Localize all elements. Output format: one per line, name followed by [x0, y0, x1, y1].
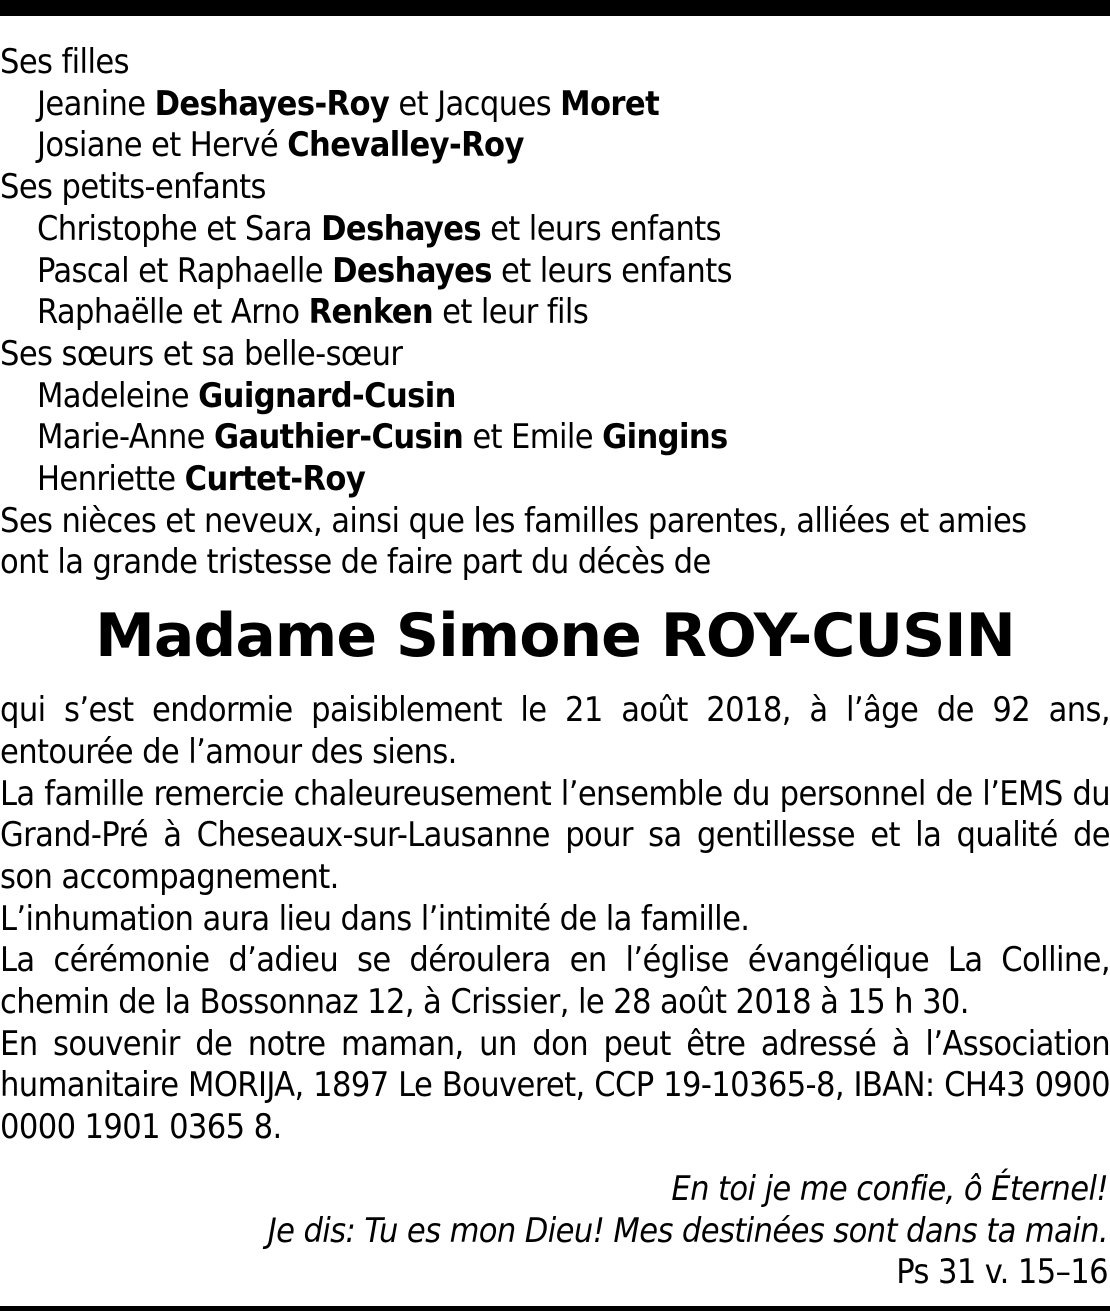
- given-names: Henriette: [37, 459, 185, 500]
- entry-suffix: et leurs enfants: [480, 208, 721, 249]
- top-rule: [0, 0, 1110, 16]
- donation-paragraph: En souvenir de notre maman, un don peut être adressé à l’Association humanitaire MORIJA, 1897 Le Bouveret, CCP 19-10365-8, IBAN: CH43 0900 0000 1901 0365 8.: [0, 1023, 1110, 1148]
- grandchild-entry: [0, 251, 1110, 293]
- daughters-heading: Ses filles: [0, 42, 129, 82]
- daughter-entry: [0, 125, 1110, 167]
- given-names: Josiane et Hervé: [37, 125, 288, 166]
- bottom-rule: [0, 1306, 1110, 1311]
- given-names: Madeleine: [37, 375, 199, 416]
- sisters-heading: Ses sœurs et sa belle-sœur: [0, 333, 403, 374]
- daughter-entry: [0, 84, 1110, 126]
- death-statement: qui s’est endormie paisiblement le 21 août 2018, à l’âge de 92 ans, entourée de l’amour des siens.: [0, 690, 1110, 772]
- burial-paragraph: L’inhumation aura lieu dans l’intimité de la famille.: [0, 898, 750, 939]
- grandchild-entry: [0, 292, 1110, 334]
- sister-entry: [0, 417, 1110, 459]
- closing-line: Ses nièces et neveux, ainsi que les familles parentes, alliées et amies: [0, 500, 1027, 541]
- surname: Deshayes: [332, 250, 492, 291]
- sister-entry: [0, 459, 1110, 501]
- given-names: et Emile: [463, 417, 603, 458]
- given-names: Marie-Anne: [37, 417, 214, 458]
- quote-line: Je dis: Tu es mon Dieu! Mes destinées sont dans ta main.: [267, 1210, 1108, 1251]
- surname: Guignard-Cusin: [198, 375, 456, 416]
- obituary-notice: [0, 42, 1110, 1294]
- quote-reference: Ps 31 v. 15–16: [896, 1252, 1108, 1293]
- surname: Gingins: [602, 417, 728, 458]
- given-names: et Jacques: [389, 83, 561, 124]
- entry-suffix: et leur fils: [433, 292, 589, 333]
- grandchild-entry: [0, 209, 1110, 251]
- entry-suffix: et leurs enfants: [491, 250, 732, 291]
- given-names: Pascal et Raphaelle: [37, 250, 333, 291]
- closing-line: ont la grande tristesse de faire part du décès de: [0, 542, 711, 583]
- surname: Moret: [560, 83, 660, 124]
- surname: Chevalley-Roy: [287, 125, 524, 166]
- grandchildren-heading: Ses petits-enfants: [0, 167, 266, 208]
- ceremony-paragraph: La cérémonie d’adieu se déroulera en l’église évangélique La Colline, chemin de la Bossonnaz 12, à Crissier, le 28 août 2018 à 15 h 30.: [0, 940, 1110, 1023]
- given-names: Jeanine: [37, 83, 155, 124]
- deceased-name: Madame Simone ROY-CUSIN: [95, 601, 1015, 672]
- surname: Renken: [308, 292, 434, 333]
- thanks-paragraph: La famille remercie chaleureusement l’ensemble du personnel de l’EMS du Grand-Pré à Cheseaux-sur-Lausanne pour sa gentillesse et la qualité de son accompagnement.: [0, 773, 1110, 897]
- surname: Gauthier-Cusin: [213, 417, 464, 458]
- given-names: Christophe et Sara: [37, 208, 322, 249]
- surname: Curtet-Roy: [184, 459, 366, 500]
- surname: Deshayes: [321, 208, 481, 249]
- surname: Deshayes-Roy: [154, 83, 390, 124]
- sister-entry: [0, 376, 1110, 418]
- quote-line: En toi je me confie, ô Éternel!: [671, 1168, 1108, 1209]
- bible-quote: [0, 1169, 1110, 1252]
- given-names: Raphaëlle et Arno: [37, 292, 309, 333]
